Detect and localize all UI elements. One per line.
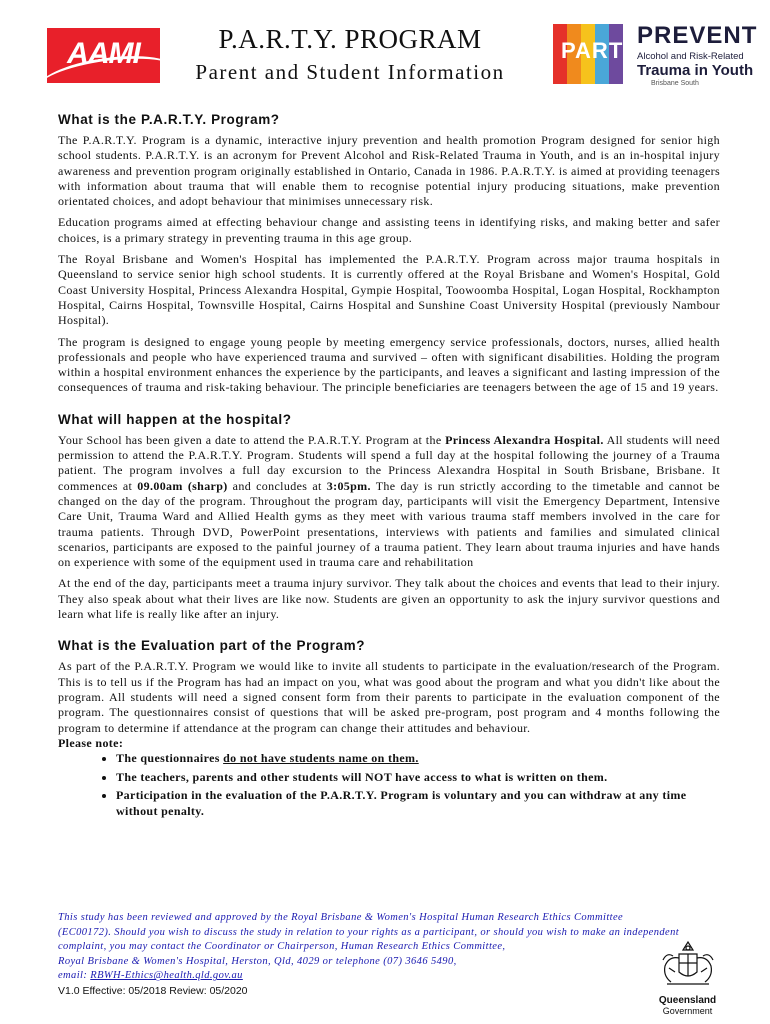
ethics-statement [58, 911, 708, 984]
paragraph: At the end of the day, participants meet a trauma injury survivor. They talk about the choices and events that lead to their injury. They also speak about what their lives are like now. Students are given an opportunity to ask the injury survivor questions and learn what life is really like after an injury. [58, 576, 720, 622]
paragraph: The P.A.R.T.Y. Program is a dynamic, interactive injury prevention and health promotion Program designed for senior high school students. P.A.R.T.Y. is an acronym for Prevent Alcohol and Risk-Related Trauma in Youth, and is an in-hospital injury awareness and prevention program originally established in Ontario, Canada in 1986. P.A.R.T.Y. is aimed at providing teenagers with information about trauma that will enable them to recognise potential injury producing situations, make prevention orientated choices, and adopt behaviour that minimises unnecessary risk. [58, 133, 720, 209]
queensland-government-logo [650, 938, 725, 1016]
ethics-line [58, 969, 708, 984]
main-content [58, 104, 720, 822]
paragraph: The program is designed to engage young people by meeting emergency service professionals, doctors, nurses, allied health professionals and people who have experienced trauma and survived – often with significant disabilities. Holding the program within a hospital environment enhances the experience by the participants, and leaves a significant and lasting impression of the consequences of trauma and risk-taking behaviour. The principle beneficiaries are teenagers between the age of 15 and 19 years. [58, 334, 720, 395]
text-run: and concludes at [227, 478, 327, 493]
paragraph: Education programs aimed at effecting behaviour change and assisting teens in identifying risks, and making better and safer choices, is a primary strategy in preventing trauma in this age group. [58, 215, 720, 245]
email-link[interactable]: RBWH-Ethics@health.qld.gov.au [90, 970, 243, 982]
note-list [58, 751, 720, 819]
list-item: • Participation in the evaluation of the P.A.R.T.Y. Program is voluntary and you can withdraw at any time without penalty. [116, 788, 720, 819]
ethics-line: (EC00172). Should you wish to discuss the study in relation to your rights as a participant, or should you wish to make an independent [58, 926, 680, 938]
text-run: All students will need permission to attend the P.A.R.T.Y. Program. Students will spend a full day at the hospital following the journey of a Trauma patient. The program involves a full day excursion to the Princess Alexandra Hospital in South Brisbane, Brisbane. It commences at [58, 432, 720, 493]
party-logo-word: PART [561, 38, 624, 63]
text-run: The day is run strictly according to the timetable and cannot be changed on the day of the program. Throughout the program day, participants will visit the Emergency Department, Intensive Care Unit, Trauma Ward and Allied Health gyms as they meet with various trauma staff members involved in the care for trauma patients. Through DVD, PowerPoint presentations, interviews with patients and families and simulated clinical scenarios, participants are exposed to the painful journey of a trauma patient. They learn about trauma injuries and have hands on experience with some of the equipment used in trauma care and rehabilitation [58, 478, 720, 570]
prevent-logo-line3: Trauma in Youth [637, 62, 754, 79]
section-heading: What will happen at the hospital? [58, 411, 292, 427]
party-prevent-logo [553, 22, 758, 87]
section-heading: What is the P.A.R.T.Y. Program? [58, 112, 280, 127]
list-item [116, 751, 720, 767]
coat-of-arms-icon [657, 938, 719, 990]
paragraph [58, 433, 720, 571]
aami-logo [47, 28, 160, 83]
qld-logo-line2: Government [662, 1006, 713, 1016]
prevent-logo-line2: Alcohol and Risk-Related [637, 51, 744, 62]
version-info: V1.0 Effective: 05/2018 Review: 05/2020 [58, 985, 248, 997]
paragraph: The Royal Brisbane and Women's Hospital has implemented the P.A.R.T.Y. Program across major trauma hospitals in Queensland to service senior high school students. It is currently offered at the Royal Brisbane and Women's Hospital, Gold Coast University Hospital, Princess Alexandra Hospital, Gympie Hospital, Toowoomba Hospital, Logan Hospital, Rockhampton Hospital, Cairns Hospital, Townsville Hospital, Cairns Hospital and Sunshine Coast University Hospital (previously Nambour Hospital). [58, 252, 720, 328]
aami-logo-text: AAMI [67, 37, 140, 70]
section-at-the-hospital [58, 412, 720, 623]
underlined-text: do not have students name on them. [223, 751, 419, 766]
start-time: 09.00am (sharp) [137, 478, 228, 493]
list-item: • The teachers, parents and other students will NOT have access to what is written on them. [116, 770, 720, 786]
ethics-line: complaint, you may contact the Coordinator or Chairperson, Human Research Ethics Committee, [58, 941, 506, 953]
text-run: As part of the P.A.R.T.Y. Program we would like to invite all students to participate in the evaluation/research of the Program. This is to tell us if the Program has had an impact on you, what was good about the program and what you didn't like about the program. All students will need a signed consent form from their parents to participate in the evaluation component of the program. The questionnaires consist of questions that will be asked pre-program, post program and 4 months following the program to determine if attendance at the program can change their attitudes and behaviour. [58, 659, 720, 735]
hospital-name: Princess Alexandra Hospital. [445, 432, 604, 447]
page-subtitle: Parent and Student Information [195, 60, 505, 84]
qld-logo-line1: Queensland [658, 995, 717, 1006]
paragraph [58, 659, 720, 751]
note-label: Please note: [58, 735, 124, 750]
email-label: email: [58, 970, 91, 982]
end-time: 3:05pm. [326, 478, 371, 493]
section-what-is-party [58, 112, 720, 396]
prevent-logo-text: PREVENT [637, 22, 758, 49]
section-heading: What is the Evaluation part of the Program? [58, 638, 366, 654]
ethics-line: This study has been reviewed and approved by the Royal Brisbane & Women's Hospital Human Research Ethics Committee [58, 912, 624, 923]
ethics-line: Royal Brisbane & Women's Hospital, Herston, Qld, 4029 or telephone (07) 3646 5490, [58, 955, 457, 967]
text-run: The questionnaires [116, 751, 224, 766]
page-title: P.A.R.T.Y. PROGRAM [218, 24, 482, 54]
prevent-logo-line4: Brisbane South [651, 80, 699, 87]
section-evaluation [58, 638, 720, 819]
text-run: Your School has been given a date to attend the P.A.R.T.Y. Program at the [58, 432, 446, 447]
